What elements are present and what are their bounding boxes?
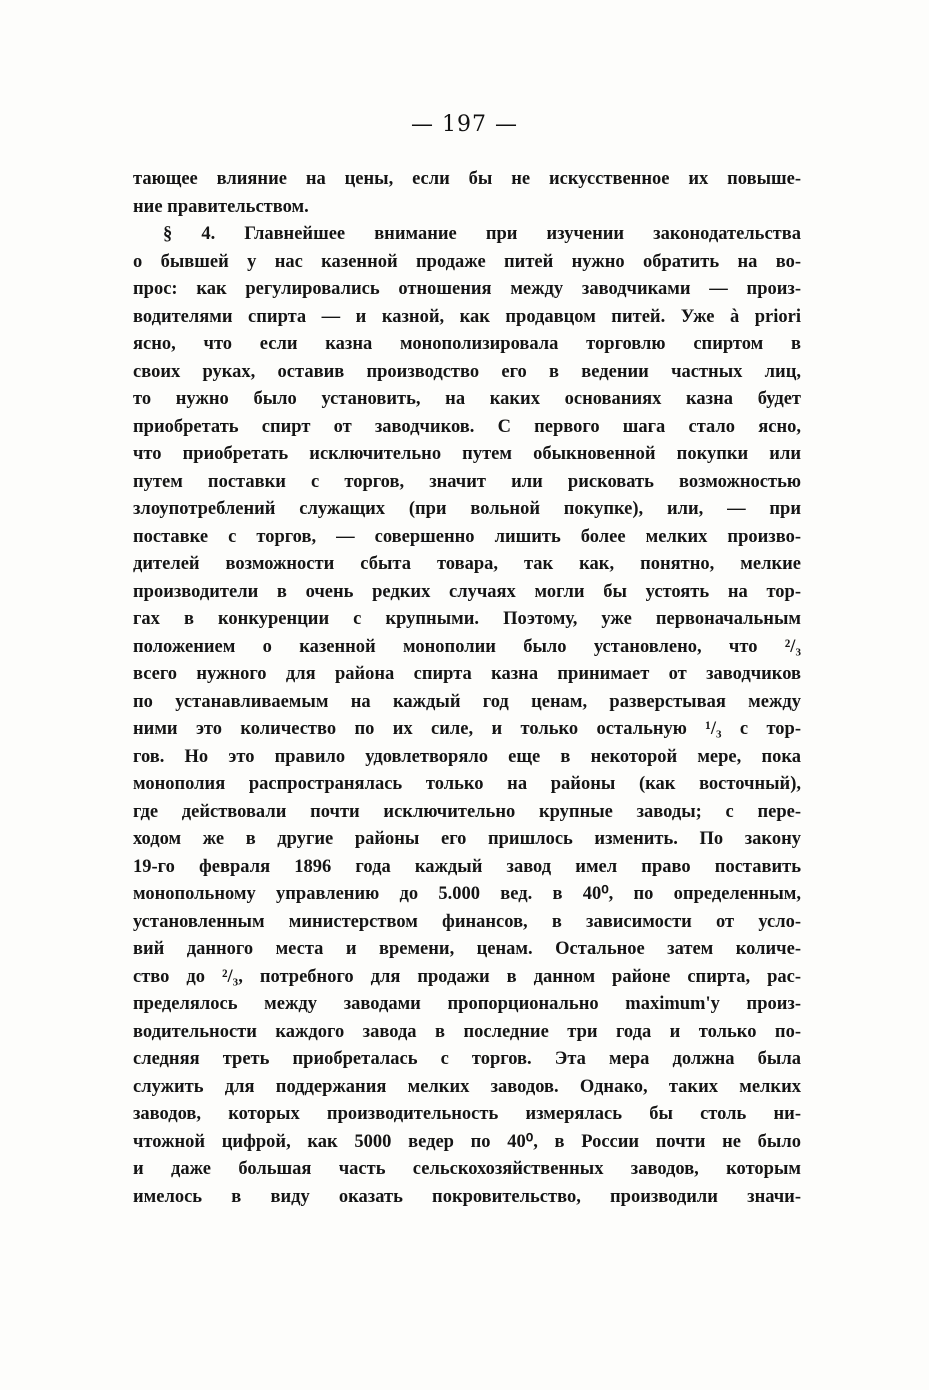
text-line: путем поставки с торгов, значит или рисковать возможностью	[133, 471, 801, 492]
text-line: ясно, что если казна монополизировала торговлю спиртом в	[133, 334, 801, 354]
text-line: злоупотреблений служащих (при вольной покупке), или, — при	[133, 499, 801, 519]
text-line: служить для поддержания мелких заводов. Однако, таких мелких	[133, 1076, 801, 1097]
text-line: и даже большая часть сельскохозяйственных заводов, которым	[133, 1159, 801, 1179]
text-line: что приобретать исключительно путем обыкновенной покупки или	[133, 444, 801, 464]
text-line: прос: как регулировались отношения между заводчиками — произ-	[133, 279, 801, 299]
text-line: всего нужного для района спирта казна принимает от заводчиков	[133, 664, 801, 684]
text-line: ними это количество по их силе, и только остальную ¹/₃ с тор-	[133, 719, 801, 739]
text-line: водителями спирта — и казной, как продавцом питей. Уже à priori	[133, 306, 801, 327]
text-line: монопольному управлению до 5.000 вед. в 40⁰, по определенным,	[133, 884, 801, 904]
text-line: производители в очень редких случаях могли бы устоять на тор-	[133, 581, 801, 602]
text-line: имелось в виду оказать покровительство, производили значи-	[133, 1186, 801, 1207]
text-line: вий данного места и времени, ценам. Остальное затем количе-	[133, 939, 801, 959]
text-line: следняя треть приобреталась с торгов. Эта мера должна была	[133, 1049, 801, 1069]
text-line: тающее влияние на цены, если бы не искусственное их повыше-	[133, 169, 801, 189]
text-line: пределялось между заводами пропорционально maximum'у произ-	[133, 994, 801, 1014]
text-line: водительности каждого завода в последние три года и только по-	[133, 1021, 801, 1042]
text-line: приобретать спирт от заводчиков. С первого шага стало ясно,	[133, 416, 801, 437]
text-line: ние правительством.	[133, 196, 309, 217]
text-line: 19-го февраля 1896 года каждый завод имел право поставить	[133, 856, 801, 877]
text-line: монополия распространялась только на районы (как восточный),	[133, 774, 801, 794]
text-line: ство до ²/₃, потребного для продажи в данном районе спирта, рас-	[133, 966, 801, 987]
text-line: дителей возможности сбыта товара, так как, понятно, мелкие	[133, 554, 801, 574]
body-text	[133, 166, 801, 1211]
text-line: то нужно было установить, на каких основаниях казна будет	[133, 389, 801, 409]
text-line: положением о казенной монополии было установлено, что ²/₃	[133, 636, 801, 657]
text-line: гов. Но это правило удовлетворяло еще в некоторой мере, пока	[133, 746, 801, 767]
text-line: ходом же в другие районы его пришлось изменить. По закону	[133, 829, 801, 849]
text-line: поставке с торгов, — совершенно лишить более мелких произво-	[133, 526, 801, 547]
text-line: заводов, которых производительность измерялась бы столь ни-	[133, 1104, 801, 1124]
text-line: гах в конкуренции с крупными. Поэтому, уже первоначальным	[133, 609, 801, 629]
page-number: — 197 —	[411, 112, 518, 137]
text-line: где действовали почти исключительно крупные заводы; с пере-	[133, 801, 801, 822]
text-line: своих руках, оставив производство его в ведении частных лиц,	[133, 361, 801, 382]
text-line: о бывшей у нас казенной продаже питей нужно обратить на во-	[133, 251, 801, 272]
text-line: установленным министерством финансов, в зависимости от усло-	[133, 911, 801, 932]
text-line: по устанавливаемым на каждый год ценам, разверстывая между	[133, 691, 801, 712]
text-line: чтожной цифрой, как 5000 ведер по 40⁰, в России почти не было	[133, 1131, 801, 1152]
paragraph-start-line: § 4. Главнейшее внимание при изучении законодательства	[163, 224, 801, 244]
